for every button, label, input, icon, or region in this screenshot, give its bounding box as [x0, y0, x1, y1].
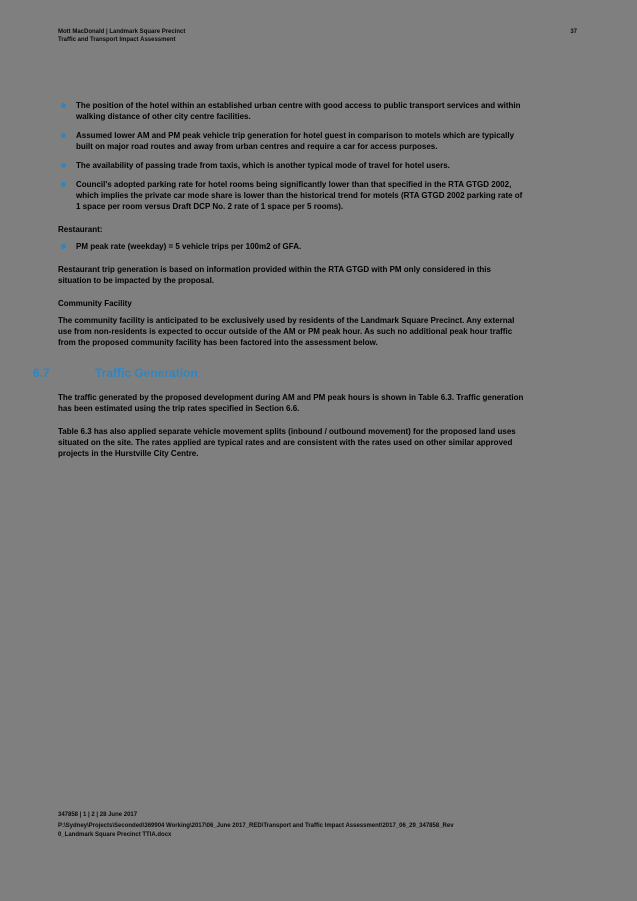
bullet-icon — [61, 103, 66, 108]
traffic-generation-paragraph-2: Table 6.3 has also applied separate vehicle movement splits (inbound / outbound movement) for the proposed land uses situated on the site. The rates applied are typical rates and are consistent with the rates used on other similar approved projects in the Hurstville City Centre. — [58, 427, 516, 458]
section-title: Traffic Generation — [95, 366, 198, 380]
restaurant-bullet-list — [58, 241, 524, 252]
restaurant-heading: Restaurant: — [58, 225, 103, 234]
page-footer — [58, 811, 570, 840]
list-item — [58, 241, 524, 252]
header-document-subtitle: Traffic and Transport Impact Assessment — [58, 36, 176, 43]
community-facility-paragraph: The community facility is anticipated to be exclusively used by residents of the Landmark Square Precinct. Any external use from non-residents is expected to occur outside of the AM or PM peak hour. As such no additional peak hour traffic from the proposed community facility has been factored into the assessment below. — [58, 316, 515, 347]
footer-reference: 347858 | 1 | 2 | 28 June 2017 — [58, 812, 138, 818]
community-facility-heading: Community Facility — [58, 299, 132, 308]
bullet-icon — [61, 244, 66, 249]
footer-file-path-line1: P:\Sydney\Projects\Seconded\369904 Working\2017\06_June 2017_RED\Transport and Traffic Impact Assessment\2017_06_29_347858_Rev — [58, 823, 454, 829]
page-body — [33, 100, 524, 459]
list-item — [58, 100, 524, 122]
bullet-text: The position of the hotel within an established urban centre with good access to public transport services and within walking distance of other city centre facilities. — [76, 101, 521, 121]
page-header — [58, 29, 185, 44]
restaurant-paragraph: Restaurant trip generation is based on information provided within the RTA GTGD with PM only considered in this situation to be impacted by the proposal. — [58, 265, 491, 285]
section-heading — [33, 366, 524, 380]
bullet-icon — [61, 163, 66, 168]
header-document-title: Mott MacDonald | Landmark Square Precinct — [58, 29, 186, 35]
page-number: 37 — [570, 29, 577, 35]
list-item — [58, 160, 524, 171]
section-number: 6.7 — [33, 366, 50, 380]
footer-file-path — [58, 822, 570, 840]
bullet-icon — [61, 133, 66, 138]
bullet-icon — [61, 182, 66, 187]
bullet-text: The availability of passing trade from taxis, which is another typical mode of travel for hotel users. — [76, 161, 450, 170]
hotel-bullet-list — [58, 100, 524, 212]
bullet-text: PM peak rate (weekday) = 5 vehicle trips per 100m2 of GFA. — [76, 242, 302, 251]
list-item — [58, 179, 524, 212]
bullet-text: Assumed lower AM and PM peak vehicle trip generation for hotel guest in comparison to motels which are typically built on major road routes and away from urban centres and require a car for access purposes. — [76, 131, 515, 151]
bullet-text: Council's adopted parking rate for hotel rooms being significantly lower than that specified in the RTA GTGD 2002, which implies the private car mode share is lower than the historical trend for motels (RTA GTGD 2002 parking rate of 1 space per room versus Draft DCP No. 2 rate of 1 space per 5 rooms). — [76, 180, 523, 211]
list-item — [58, 130, 524, 152]
traffic-generation-paragraph-1: The traffic generated by the proposed development during AM and PM peak hours is shown in Table 6.3. Traffic generation has been estimated using the trip rates specified in Section 6.6. — [58, 393, 524, 413]
footer-file-path-line2: 0_Landmark Square Precinct TTIA.docx — [58, 832, 172, 838]
